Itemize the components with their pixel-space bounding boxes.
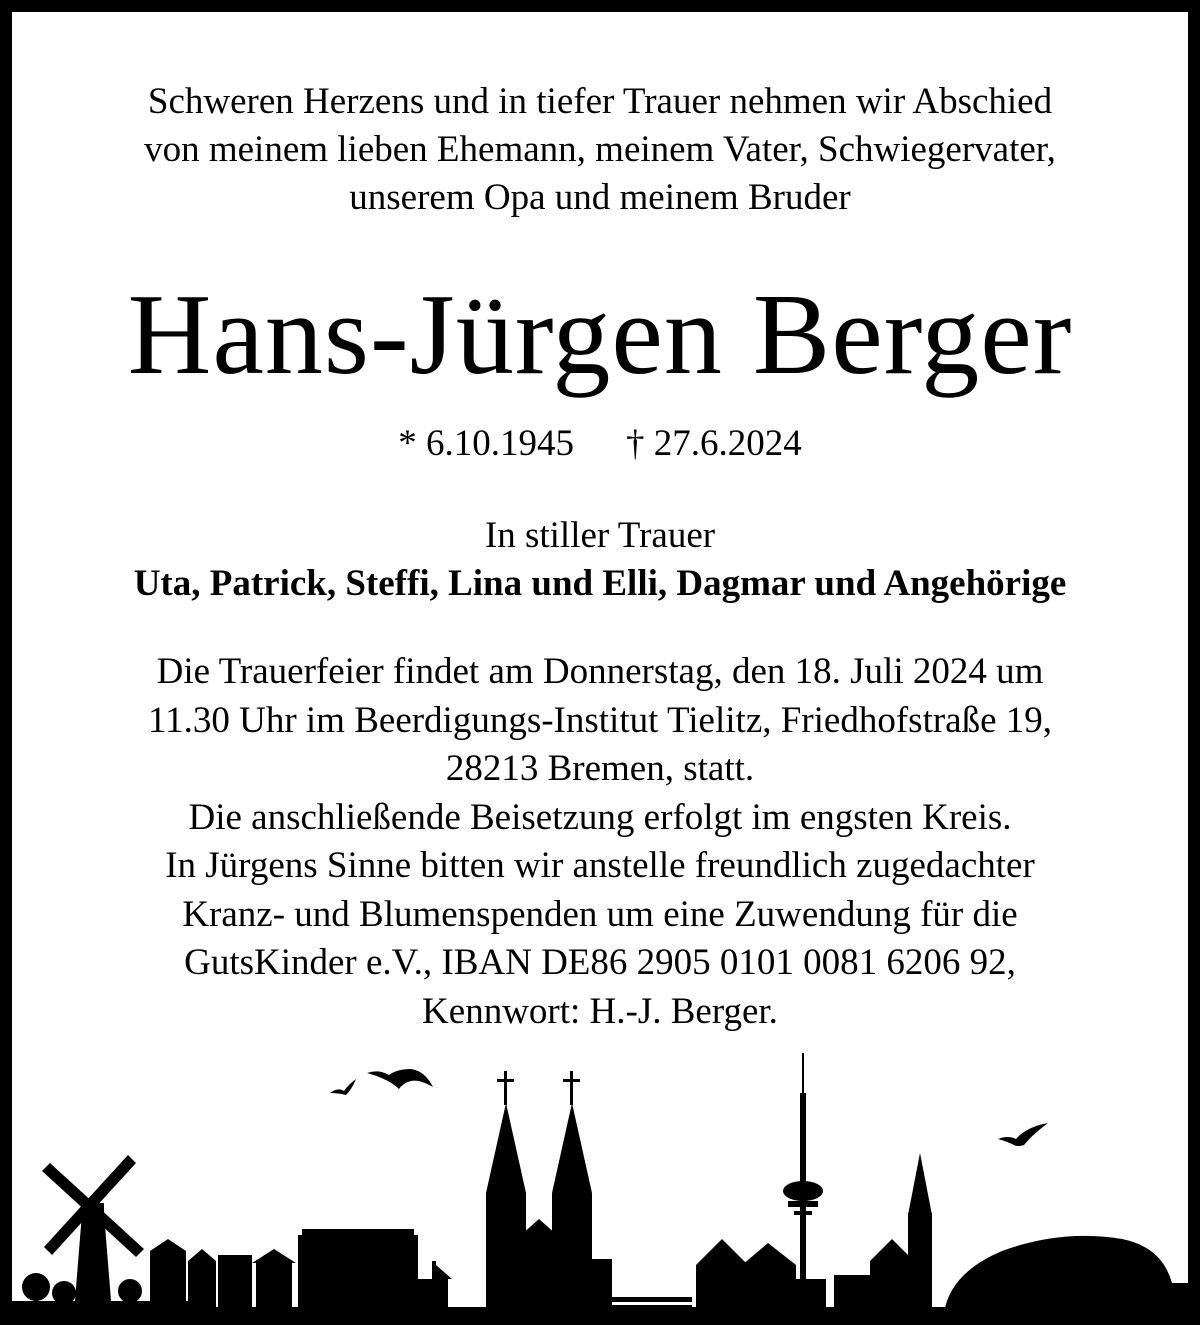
service-line: Die Trauerfeier findet am Donnerstag, den 18. Juli 2024 um [156,651,1044,692]
intro-line: unserem Opa und meinem Bruder [349,177,851,218]
death-date: † 27.6.2024 [626,423,802,464]
birth-date: * 6.10.1945 [398,423,574,464]
mourners-heading: In stiller Trauer [484,515,716,556]
service-line: In Jürgens Sinne bitten wir anstelle freundlich zugedachter [165,845,1035,886]
deceased-name: Hans-Jürgen Berger [127,271,1073,399]
intro-line: von meinem lieben Ehemann, meinem Vater, Schwiegervater, [144,129,1056,170]
life-dates [12,420,1188,468]
service-line: GutsKinder e.V., IBAN DE86 2905 0101 0081 6206 92, [184,942,1016,983]
mourners-names: Uta, Patrick, Steffi, Lina und Elli, Dagmar und Angehörige [133,563,1067,604]
service-line: Kennwort: H.-J. Berger. [422,990,778,1032]
service-line: 28213 Bremen, statt. [445,748,755,789]
service-line: Die anschließende Beisetzung erfolgt im engsten Kreis. [188,796,1012,838]
mourners-block [12,512,1188,608]
bremen-skyline-silhouette-icon [12,1043,1188,1313]
service-line: 11.30 Uhr im Beerdigungs-Institut Tielitz, Friedhofstraße 19, [147,699,1053,741]
service-line: Kranz- und Blumenspenden um eine Zuwendung für die [182,893,1018,935]
obituary-card [12,12,1188,1313]
intro-line: Schweren Herzens und in tiefer Trauer nehmen wir Abschied [147,81,1053,122]
service-details [12,648,1188,1036]
intro-text [12,78,1188,222]
